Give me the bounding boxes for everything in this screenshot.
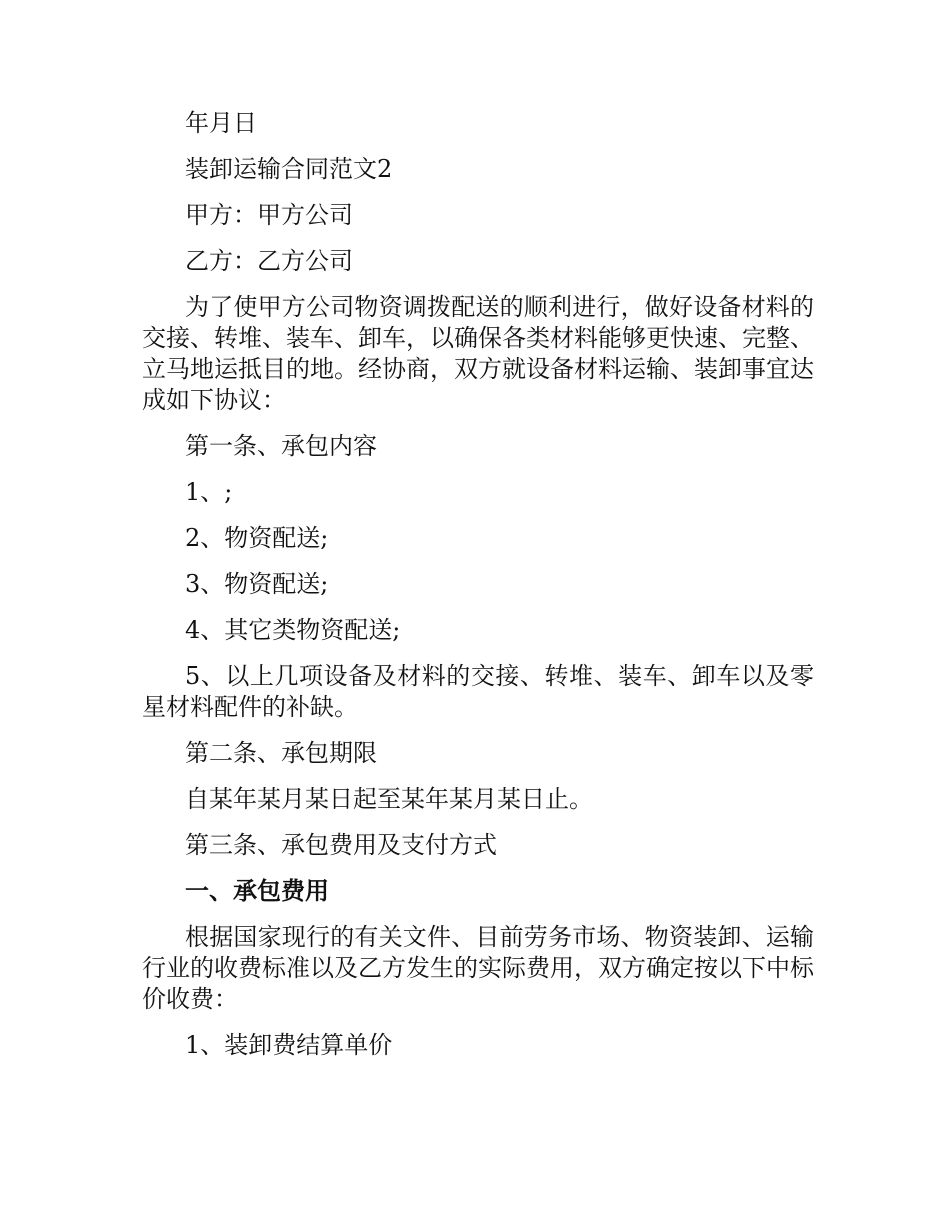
party-b: 乙方：乙方公司 (185, 247, 353, 275)
list-item: 4、其它类物资配送; (185, 616, 401, 644)
date-line: 年月日 (185, 109, 257, 137)
list-item: 1、; (185, 478, 233, 506)
document-body (142, 108, 814, 1061)
list-item: 3、物资配送; (185, 570, 329, 598)
term-paragraph: 自某年某月某日起至某年某月某日止。 (185, 785, 593, 813)
article-3-heading: 第三条、承包费用及支付方式 (185, 831, 497, 859)
article-1-heading: 第一条、承包内容 (185, 432, 377, 460)
list-item: 1、装卸费结算单价 (185, 1031, 393, 1059)
article-2-heading: 第二条、承包期限 (185, 739, 377, 767)
section-heading-fees: 一、承包费用 (185, 877, 329, 905)
fees-paragraph: 根据国家现行的有关文件、目前劳务市场、物资装卸、运输行业的收费标准以及乙方发生的实际费用，双方确定按以下中标价收费： (142, 923, 814, 1013)
list-item: 2、物资配送; (185, 524, 329, 552)
party-a: 甲方：甲方公司 (185, 201, 353, 229)
contract-title: 装卸运输合同范文2 (185, 155, 393, 183)
list-item: 5、以上几项设备及材料的交接、转堆、装车、卸车以及零星材料配件的补缺。 (142, 662, 814, 721)
preamble-paragraph: 为了使甲方公司物资调拨配送的顺利进行，做好设备材料的交接、转堆、装车、卸车，以确保各类材料能够更快速、完整、立马地运抵目的地。经协商，双方就设备材料运输、装卸事宜达成如下协议： (142, 293, 814, 414)
